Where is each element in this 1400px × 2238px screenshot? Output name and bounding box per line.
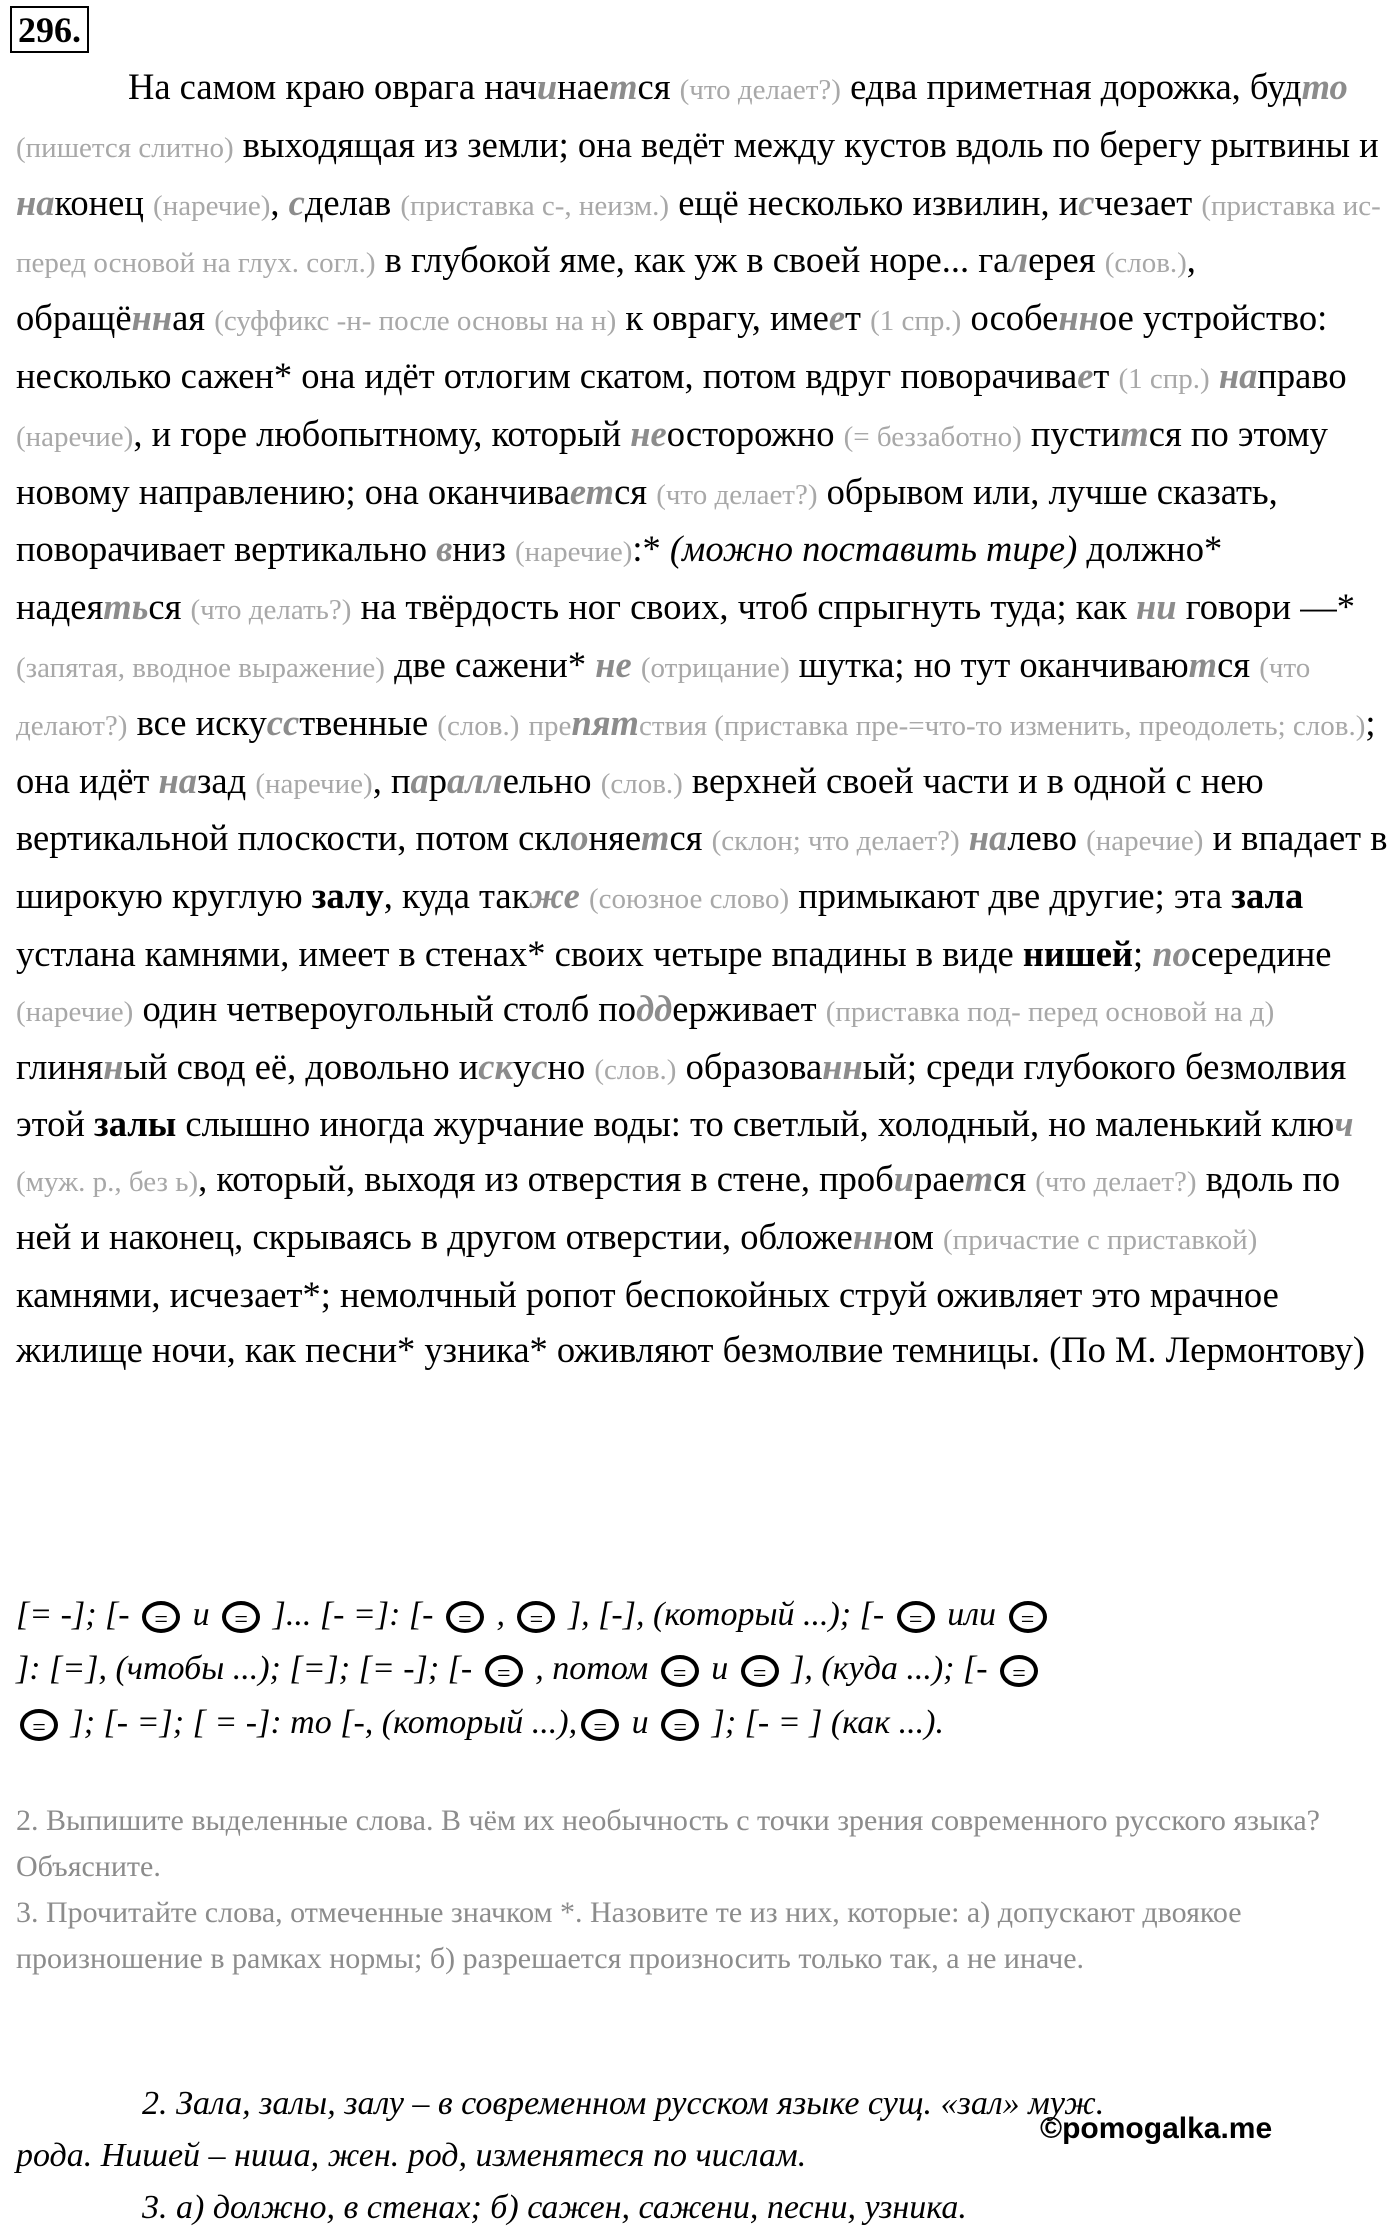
orthogram: ни	[1136, 586, 1177, 628]
text-run: две сажени*	[394, 643, 596, 685]
oval-mark: =	[222, 1601, 260, 1633]
text-run: , куда так	[383, 875, 530, 917]
text-run: делав	[304, 181, 392, 223]
text-run: лево	[1007, 817, 1077, 859]
task-item: 2. Выпишите выделенные слова. В чём их необычность с точки зрения современного русского языка? Объясните.	[16, 1804, 1320, 1883]
orthogram: нн	[822, 1045, 863, 1087]
text-run: ое устройство: несколько сажен* она идёт отлогим скатом, потом вдруг поворачива	[16, 297, 1328, 396]
orthogram: то	[1301, 66, 1348, 107]
orthogram: а	[410, 759, 429, 801]
task-item: 3. Прочитайте слова, отмеченные значком *. Назовите те из них, которые: а) допускают двоякое произношение в рамках нормы; б) разрешается произносить только так, а не иначе.	[16, 1896, 1242, 1975]
grammar-note: (слов.)	[437, 709, 520, 742]
text-run: твенные	[299, 701, 429, 743]
orthogram: и	[893, 1158, 915, 1200]
scheme-text: ]: [=], (чтобы ...); [=]; [= -]; [-	[16, 1650, 481, 1687]
oval-mark: =	[142, 1601, 180, 1633]
text-run: примыкают две другие; эта	[798, 875, 1232, 917]
grammar-note: ствия (приставка пре-=что-то изменить, преодолеть; слов.)	[638, 709, 1366, 742]
scheme-line	[16, 1642, 1390, 1696]
scheme-text: ], (куда ...); [-	[782, 1650, 997, 1687]
scheme-text: ]; [- =]; [ = -]: то [-, (который ...),	[62, 1704, 578, 1741]
grammar-note: (отрицание)	[640, 651, 790, 684]
orthogram: не	[595, 643, 632, 685]
text-run: зад	[197, 759, 247, 801]
grammar-note: (приставка ис- перед основой на глух. согл.)	[16, 189, 1381, 280]
orthogram: на	[1218, 354, 1258, 396]
orthogram: с	[288, 181, 305, 223]
text-run: все иску	[136, 701, 267, 743]
text-run: ый свод её, довольно и	[123, 1045, 479, 1087]
grammar-note: (пишется слитно)	[16, 131, 234, 164]
grammar-note: (причастие с приставкой)	[943, 1223, 1258, 1256]
orthogram: о	[570, 817, 589, 859]
orthogram: т	[964, 1158, 994, 1200]
text-run: На самом краю оврага нач	[128, 66, 537, 107]
scheme-text: ]... [- =]: [-	[264, 1596, 442, 1633]
text-run: ся	[669, 817, 703, 859]
text-run: образова	[685, 1045, 823, 1087]
text-run: чезает	[1094, 181, 1193, 223]
scheme-text: или	[938, 1596, 1005, 1633]
text-run: :*	[632, 528, 661, 570]
orthogram: ч	[1334, 1103, 1354, 1145]
text-run: едва приметная дорожка, буд	[850, 66, 1302, 107]
text-run: обрывом или, лучше сказать, поворачивает вертикально	[16, 470, 1278, 570]
orthogram: пя	[571, 701, 611, 743]
text-run: ещё несколько извилин, и	[678, 181, 1079, 223]
scheme-text: ]; [- = ] (как ...).	[703, 1704, 944, 1741]
oval-mark: =	[661, 1655, 699, 1687]
scheme-text: и	[702, 1650, 737, 1687]
orthogram: на	[16, 181, 55, 223]
grammar-note: (что делает?)	[656, 478, 818, 511]
orthogram: в	[436, 528, 453, 570]
grammar-note: (наречие)	[1086, 825, 1204, 858]
orthogram: т	[1188, 643, 1218, 685]
text-run: , и горе любопытному, который	[133, 412, 631, 454]
orthogram: же	[529, 875, 580, 917]
italic-remark: (можно поставить тире)	[669, 528, 1078, 570]
orthogram: т	[610, 701, 639, 743]
text-run: право	[1257, 354, 1347, 396]
grammar-note: (наречие)	[515, 536, 633, 569]
highlighted-word: зала	[1231, 875, 1304, 917]
text-run: верхней своей части и в одной с нею вертикальной плоскости, потом скл	[16, 759, 1264, 859]
oval-mark: =	[485, 1655, 523, 1687]
text-run: говори —*	[1176, 586, 1355, 628]
scheme-text: и	[184, 1596, 219, 1633]
orthogram: нн	[1058, 297, 1099, 339]
grammar-note: (запятая, вводное выражение)	[16, 651, 385, 684]
orthogram: т	[609, 66, 638, 107]
text-run: слышно иногда журчание воды: то светлый, холодный, но маленький клю	[176, 1103, 1335, 1145]
orthogram: с	[1078, 181, 1095, 223]
text-run: шутка; но тут оканчиваю	[798, 643, 1189, 685]
grammar-note: (наречие)	[153, 189, 271, 222]
exercise-text	[16, 60, 1390, 1377]
text-run: ся по этому новому направлению; она оканчива	[16, 412, 1328, 512]
text-run: т	[1093, 354, 1110, 396]
text-run: выходящая из земли; она ведёт между кустов вдоль по берегу рытвины и	[242, 123, 1379, 165]
grammar-note: (наречие)	[16, 995, 134, 1028]
grammar-note: (= беззаботно)	[843, 420, 1022, 453]
scheme-line	[16, 1588, 1390, 1642]
text-run: нае	[557, 66, 610, 107]
oval-mark: =	[446, 1601, 484, 1633]
text-run: ся	[1217, 643, 1251, 685]
text-run: глиня	[16, 1045, 104, 1087]
grammar-note: (суффикс -н- после основы на н)	[214, 305, 617, 338]
scheme-text: ,	[487, 1596, 514, 1633]
text-run: ,	[270, 181, 289, 223]
text-run: и впадает в широкую круглую	[16, 817, 1388, 917]
text-run: рае	[914, 1158, 965, 1200]
scheme-line	[16, 1696, 1390, 1750]
grammar-note: (наречие)	[255, 767, 373, 800]
text-run: низ	[452, 528, 506, 570]
text-run: , который, выходя из отверстия в стене, проб	[198, 1158, 894, 1200]
text-run: ерживает	[672, 987, 817, 1029]
oval-mark: =	[517, 1601, 555, 1633]
text-run: ом	[893, 1215, 934, 1257]
orthogram: ть	[103, 586, 149, 628]
text-run: ся	[148, 586, 182, 628]
grammar-note: (1 спр.)	[870, 305, 962, 338]
orthogram: л	[1009, 239, 1029, 281]
text-run: конец	[54, 181, 144, 223]
orthogram: дд	[636, 987, 673, 1029]
highlighted-word: залу	[311, 875, 384, 917]
grammar-note: (слов.)	[1104, 247, 1187, 280]
answer-2-line-2: рода. Нишей – ниша, жен. род, изменятеся по числам.	[16, 2137, 807, 2174]
text-run: устлана камнями, имеет в стенах* своих четыре впадины в виде	[16, 932, 1023, 974]
answers-block	[16, 2078, 1390, 2234]
oval-mark: =	[741, 1655, 779, 1687]
text-run: к оврагу, име	[625, 297, 829, 339]
text-run: няе	[588, 817, 642, 859]
orthogram: е	[1077, 354, 1094, 396]
orthogram: по	[1152, 932, 1191, 974]
text-run: т	[845, 297, 861, 339]
oval-mark: =	[581, 1709, 619, 1741]
orthogram: нн	[852, 1215, 894, 1257]
orthogram: е	[828, 297, 846, 339]
orthogram: т	[641, 817, 670, 859]
text-run: ая	[172, 297, 206, 339]
orthogram: н	[103, 1045, 124, 1087]
orthogram: на	[158, 759, 198, 801]
grammar-note: (что делают?)	[16, 651, 1311, 742]
text-run: на твёрдость ног своих, чтоб спрыгнуть туда; как	[360, 586, 1137, 628]
scheme-text: , потом	[526, 1650, 657, 1687]
text-run: ся	[614, 470, 648, 512]
grammar-note: (приставка под- перед основой на д)	[825, 995, 1275, 1028]
text-run: ельно	[502, 759, 592, 801]
exercise-number: 296.	[10, 6, 89, 53]
text-run: ый; среди глубокого безмолвия этой	[16, 1045, 1347, 1145]
grammar-note: (союзное слово)	[588, 883, 790, 916]
grammar-note: (слов.)	[594, 1053, 677, 1086]
orthogram: е	[569, 470, 586, 512]
text-run: один четвероугольный столб по	[142, 987, 637, 1029]
site-watermark: ©pomogalka.me	[1040, 2112, 1273, 2145]
text-run: ся	[637, 66, 671, 107]
text-run: , обращё	[16, 239, 1196, 339]
orthogram: и	[536, 66, 558, 107]
text-run: ;	[1132, 932, 1153, 974]
text-run: осторожно	[666, 412, 835, 454]
text-run: ерея	[1028, 239, 1096, 281]
answer-2-line-1: 2. Зала, залы, залу – в современном русском языке сущ. «зал» муж.	[142, 2085, 1105, 2122]
grammar-note: (что делать?)	[190, 594, 352, 627]
orthogram: лл	[465, 759, 503, 801]
grammar-note: пре	[528, 709, 572, 742]
scheme-text: [= -]; [-	[16, 1596, 139, 1633]
grammar-note: (наречие)	[16, 420, 134, 453]
grammar-note: (1 спр.)	[1118, 362, 1210, 395]
orthogram: а	[446, 759, 466, 801]
orthogram: на	[968, 817, 1008, 859]
text-run: но	[547, 1045, 586, 1087]
highlighted-word: залы	[94, 1103, 177, 1145]
text-run: камнями, исчезает*; немолчный ропот беспокойных струй оживляет это мрачное жилище ночи, как песни* узника* оживляют безмолвие темницы. (По М. Лермонтову)	[16, 1273, 1366, 1370]
orthogram: сс	[266, 701, 300, 743]
text-run: особе	[970, 297, 1059, 339]
text-run: р	[428, 759, 447, 801]
oval-mark: =	[1000, 1655, 1038, 1687]
scheme-text: и	[623, 1704, 658, 1741]
scheme-text: ], [-], (который ...); [-	[559, 1596, 893, 1633]
oval-mark: =	[1009, 1601, 1047, 1633]
answer-3: 3. а) должно, в стенах; б) сажен, сажени, песни, узника.	[142, 2189, 967, 2226]
oval-mark: =	[897, 1601, 935, 1633]
sentence-scheme	[16, 1588, 1390, 1750]
text-run: пусти	[1030, 412, 1121, 454]
grammar-note: (приставка с-, неизм.)	[400, 189, 670, 222]
orthogram: нн	[131, 297, 173, 339]
text-run: у	[512, 1045, 532, 1087]
grammar-note: (склон; что делает?)	[711, 825, 960, 858]
grammar-note: (муж. р., без ь)	[16, 1166, 199, 1199]
grammar-note: (что делает?)	[679, 74, 841, 106]
grammar-note: (что делает?)	[1035, 1166, 1197, 1199]
highlighted-word: нишей	[1022, 932, 1133, 974]
text-run: ; она идёт	[16, 701, 1376, 801]
orthogram: ск	[478, 1045, 513, 1087]
orthogram: с	[531, 1045, 548, 1087]
oval-mark: =	[661, 1709, 699, 1741]
exercise-tasks	[16, 1798, 1390, 1982]
grammar-note: (слов.)	[600, 767, 683, 800]
text-run: ся	[993, 1158, 1027, 1200]
orthogram: т	[1120, 412, 1149, 454]
text-run: вдоль по ней и наконец, скрываясь в другом отверстии, обложе	[16, 1158, 1341, 1257]
text-run: , п	[372, 759, 411, 801]
text-run: середине	[1190, 932, 1332, 974]
text-run: в глубокой яме, как уж в своей норе... га	[384, 239, 1010, 281]
orthogram: т	[585, 470, 615, 512]
text-run: должно* надея	[16, 528, 1223, 628]
oval-mark: =	[20, 1709, 58, 1741]
orthogram: не	[630, 412, 667, 454]
